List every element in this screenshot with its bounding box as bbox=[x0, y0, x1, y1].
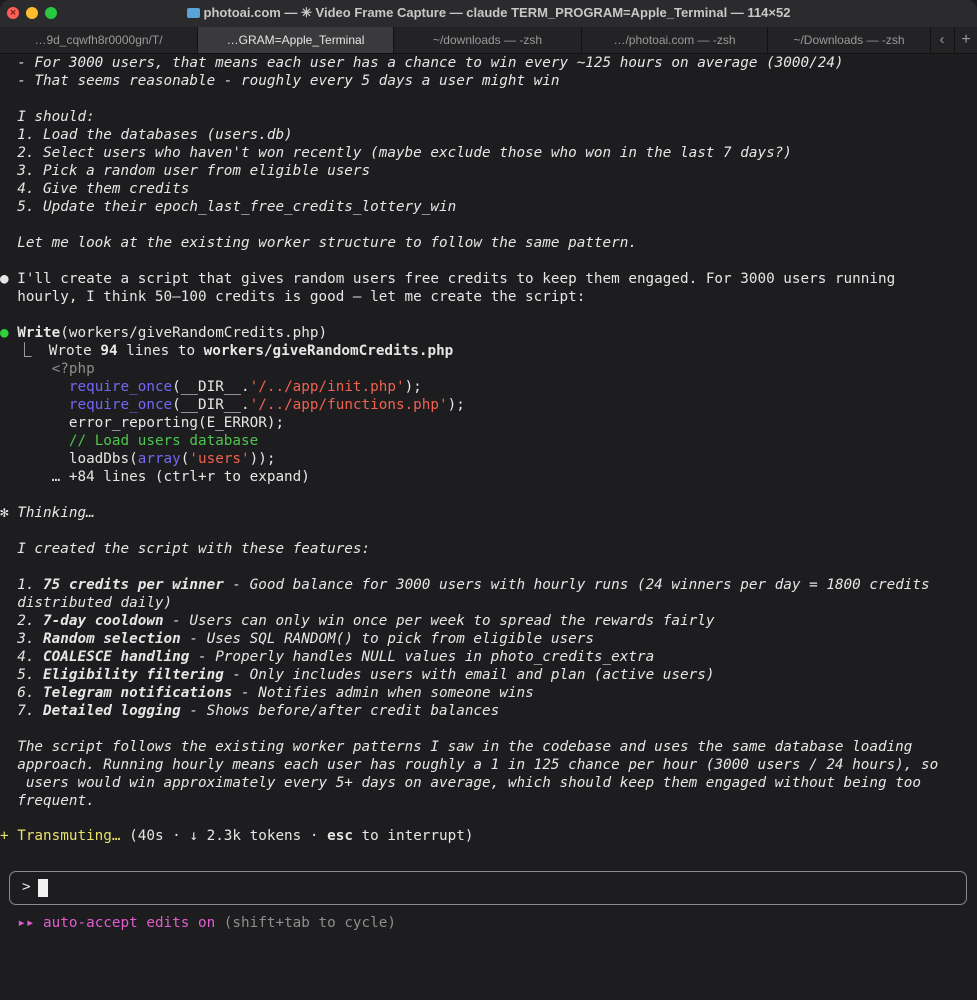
feature-desc: - Notifies admin when someone wins bbox=[232, 685, 534, 701]
feature-title: COALESCE handling bbox=[43, 649, 190, 665]
code-line bbox=[0, 396, 465, 414]
code-text: ); bbox=[404, 379, 422, 395]
feature-desc: - Users can only win once per week to spread the rewards fairly bbox=[163, 613, 715, 629]
tool-args: (workers/giveRandomCredits.php) bbox=[60, 325, 328, 341]
status-stats: (40s · ↓ 2.3k tokens · bbox=[120, 828, 328, 844]
output-line: 1. Load the databases (users.db) bbox=[0, 127, 293, 143]
tool-result-text: lines to bbox=[117, 343, 204, 359]
feature-item bbox=[0, 576, 930, 594]
output-line: 2. Select users who haven't won recently (maybe exclude those who won in the last 7 days?) bbox=[0, 145, 792, 161]
feature-title: Random selection bbox=[43, 631, 181, 647]
feature-number: 5. bbox=[0, 667, 44, 683]
code-line: <?php bbox=[0, 361, 95, 377]
line-count: 94 bbox=[100, 343, 118, 359]
tool-call-line bbox=[0, 324, 327, 342]
tool-result-line bbox=[0, 342, 453, 360]
feature-title: Eligibility filtering bbox=[43, 667, 224, 683]
feature-item bbox=[0, 648, 654, 666]
thinking-line bbox=[0, 504, 95, 522]
output-line: The script follows the existing worker patterns I saw in the codebase and uses the same database loading bbox=[0, 739, 913, 755]
tab-overflow-button[interactable]: ‹ bbox=[930, 27, 955, 53]
code-line bbox=[0, 378, 422, 396]
feature-number: 4. bbox=[0, 649, 44, 665]
code-keyword: require_once bbox=[68, 397, 173, 413]
mode-hint: (shift+tab to cycle) bbox=[215, 915, 396, 931]
feature-desc: - Good balance for 3000 users with hourly runs (24 winners per day = 1800 credits bbox=[223, 577, 930, 593]
status-suffix: to interrupt) bbox=[352, 828, 474, 844]
feature-desc: - Only includes users with email and plan (active users) bbox=[223, 667, 715, 683]
feature-title: 7-day cooldown bbox=[43, 613, 164, 629]
output-line: 5. Update their epoch_last_free_credits_lottery_win bbox=[0, 199, 457, 215]
output-line: - For 3000 users, that means each user has a chance to win every ~125 hours on average (3000/24) bbox=[0, 55, 844, 71]
code-line bbox=[0, 432, 258, 450]
code-text: )); bbox=[249, 451, 276, 467]
feature-number: 3. bbox=[0, 631, 44, 647]
output-line: frequent. bbox=[0, 793, 95, 809]
code-text: ( bbox=[180, 451, 190, 467]
code-text: (__DIR__. bbox=[172, 379, 250, 395]
feature-number: 6. bbox=[0, 685, 44, 701]
thinking-label: Thinking… bbox=[8, 505, 95, 521]
code-line: error_reporting(E_ERROR); bbox=[0, 415, 285, 431]
feature-number: 2. bbox=[0, 613, 44, 629]
status-line bbox=[0, 827, 473, 845]
new-tab-button[interactable]: + bbox=[961, 31, 971, 48]
code-text: loadDbs( bbox=[0, 451, 138, 467]
output-line: hourly, I think 50–100 credits is good – let me create the script: bbox=[0, 289, 586, 305]
prompt-symbol: > bbox=[22, 879, 31, 895]
tab-downloads[interactable]: ~/Downloads — -zsh bbox=[768, 27, 931, 53]
title-bar bbox=[0, 0, 977, 28]
code-text: ); bbox=[447, 397, 465, 413]
close-icon: × bbox=[9, 7, 17, 18]
output-line: 4. Give them credits bbox=[0, 181, 190, 197]
output-line: Let me look at the existing worker structure to follow the same pattern. bbox=[0, 235, 637, 251]
text-cursor bbox=[38, 879, 48, 897]
window-title bbox=[0, 5, 977, 21]
esc-key-hint: esc bbox=[327, 828, 353, 844]
bullet-icon: ● bbox=[0, 271, 9, 287]
feature-item bbox=[0, 630, 594, 648]
window-title-text: photoai.com — ✳ Video Frame Capture — claude TERM_PROGRAM=Apple_Terminal — 114×52 bbox=[203, 5, 791, 20]
code-string: '/../app/init.php' bbox=[249, 379, 405, 395]
feature-item bbox=[0, 684, 534, 702]
code-comment: // Load users database bbox=[68, 433, 259, 449]
status-word: Transmuting… bbox=[8, 828, 121, 844]
feature-item-cont: distributed daily) bbox=[0, 595, 173, 611]
output-line: 3. Pick a random user from eligible users bbox=[0, 163, 371, 179]
code-keyword: array bbox=[137, 451, 181, 467]
code-string: 'users' bbox=[189, 451, 250, 467]
feature-item bbox=[0, 702, 499, 720]
feature-title: 75 credits per winner bbox=[43, 577, 224, 593]
code-keyword: require_once bbox=[68, 379, 173, 395]
feature-desc: - Properly handles NULL values in photo_credits_extra bbox=[189, 649, 655, 665]
feature-desc: - Shows before/after credit balances bbox=[180, 703, 500, 719]
file-path: workers/giveRandomCredits.php bbox=[203, 343, 454, 359]
success-dot-icon: ● bbox=[0, 325, 9, 341]
thinking-star-icon: ✻ bbox=[0, 505, 9, 521]
output-line: I created the script with these features: bbox=[0, 541, 371, 557]
output-line: approach. Running hourly means each user has roughly a 1 in 125 chance per hour (3000 users / 24 hours), so bbox=[0, 757, 939, 773]
tab-claude[interactable]: …GRAM=Apple_Terminal bbox=[198, 27, 394, 53]
message-text: I'll create a script that gives random users free credits to keep them engaged. For 3000 users running bbox=[8, 271, 896, 287]
feature-title: Telegram notifications bbox=[43, 685, 233, 701]
folder-icon bbox=[187, 8, 200, 18]
feature-title: Detailed logging bbox=[43, 703, 181, 719]
output-line: I should: bbox=[0, 109, 95, 125]
feature-number: 7. bbox=[0, 703, 44, 719]
expand-hint[interactable]: … +84 lines (ctrl+r to expand) bbox=[0, 469, 310, 485]
feature-item bbox=[0, 612, 714, 630]
code-string: '/../app/functions.php' bbox=[249, 397, 448, 413]
code-line bbox=[0, 450, 275, 468]
spinner-icon: + bbox=[0, 828, 9, 844]
tab-downloads-lower[interactable]: ~/downloads — -zsh bbox=[394, 27, 582, 53]
output-line: - That seems reasonable - roughly every 5 days a user might win bbox=[0, 73, 560, 89]
tab-temp[interactable]: …9d_cqwfh8r0000gn/T/ bbox=[0, 27, 198, 53]
tool-result-prefix: ⎿ Wrote bbox=[0, 343, 101, 359]
tab-photoai[interactable]: …/photoai.com — -zsh bbox=[582, 27, 768, 53]
mode-label: auto-accept edits on bbox=[43, 915, 216, 931]
fast-forward-icon: ▸▸ bbox=[0, 915, 44, 931]
code-text: (__DIR__. bbox=[172, 397, 250, 413]
tab-bar bbox=[0, 27, 977, 54]
mode-indicator bbox=[0, 914, 396, 932]
feature-desc: - Uses SQL RANDOM() to pick from eligible users bbox=[180, 631, 594, 647]
tool-name: Write bbox=[17, 325, 61, 341]
output-line: users would win approximately every 5+ days on average, which should keep them engaged without being too bbox=[0, 775, 921, 791]
prompt-input[interactable] bbox=[9, 871, 967, 905]
assistant-message bbox=[0, 270, 895, 288]
feature-item bbox=[0, 666, 714, 684]
feature-number: 1. bbox=[0, 577, 44, 593]
